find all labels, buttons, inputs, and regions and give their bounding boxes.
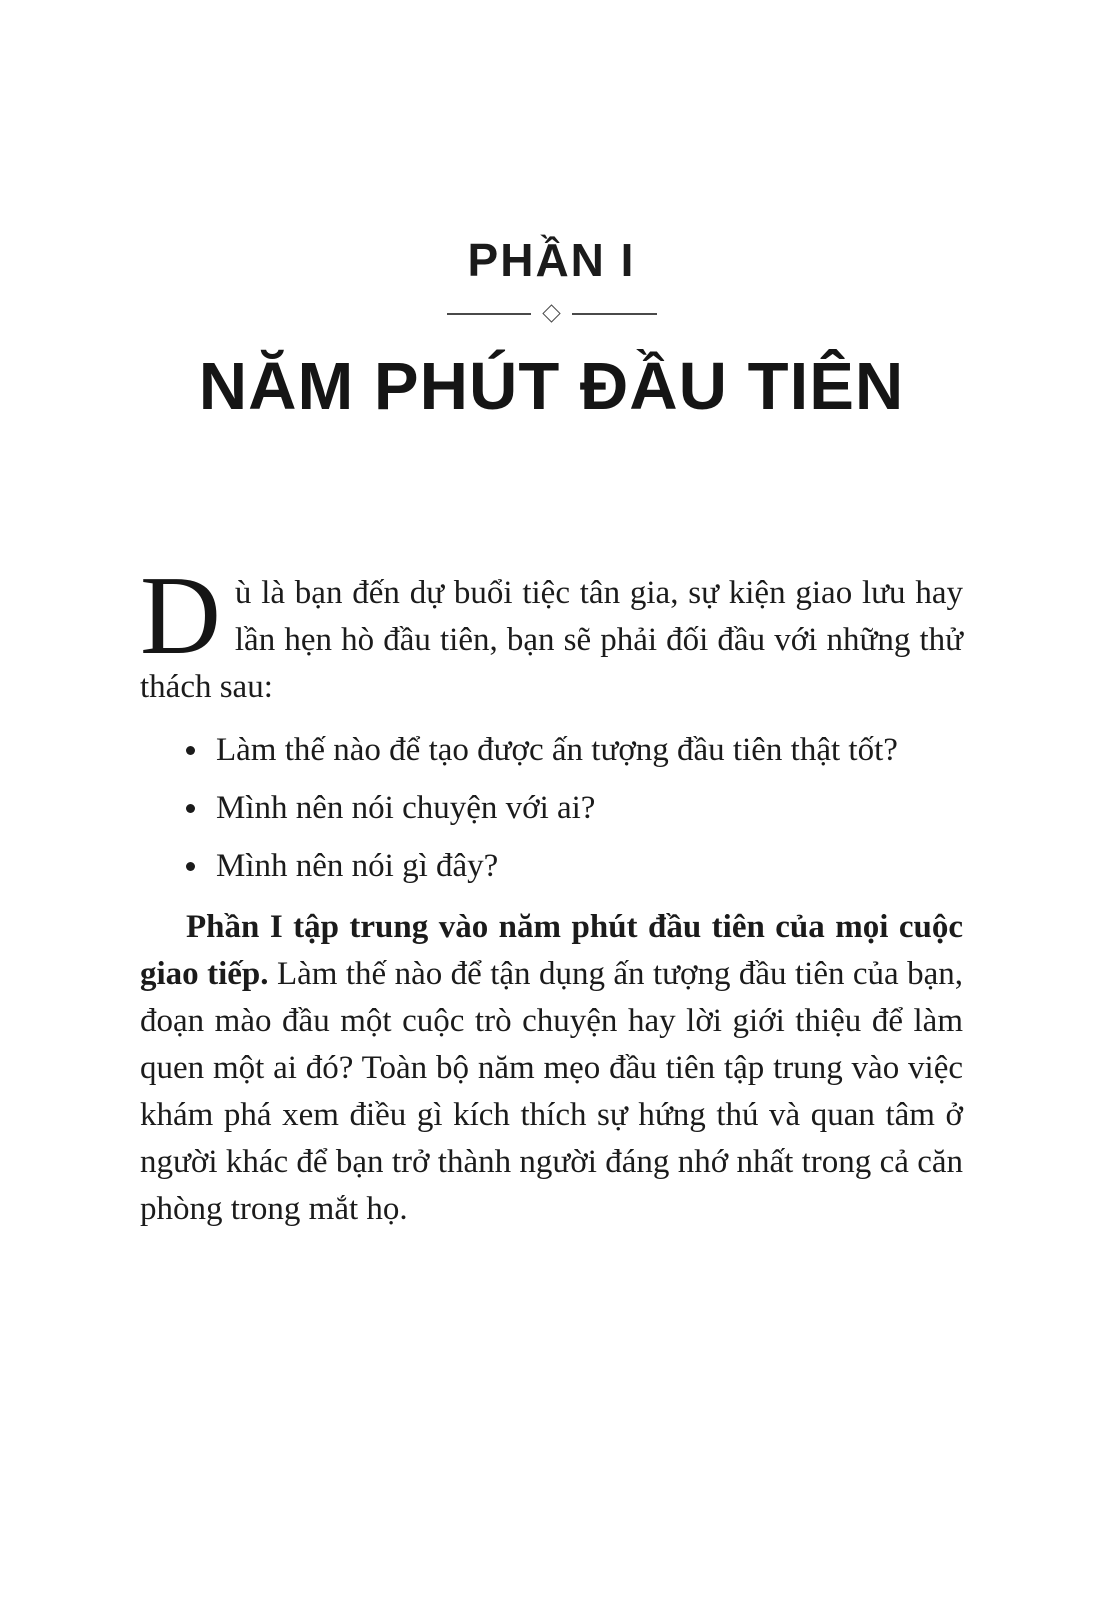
closing-text: Làm thế nào để tận dụng ấn tượng đầu tiên của bạn, đoạn mào đầu một cuộc trò chuyện hay lời giới thiệu để làm quen một ai đó? Toàn bộ năm mẹo đầu tiên tập trung vào việc khám phá xem điều gì kích thích sự hứng thú và quan tâm ở người khác để bạn trở thành người đáng nhớ nhất trong cả căn phòng trong mắt họ.: [140, 955, 964, 1227]
bullet-item: [186, 785, 963, 832]
bullet-item: [186, 727, 963, 774]
closing-bold-lead: Phần I tập trung vào năm phút đầu tiên của mọi cuộc giao tiếp.: [140, 908, 963, 992]
chapter-title: NĂM PHÚT ĐẦU TIÊN: [198, 349, 905, 424]
closing-paragraph: [140, 904, 963, 1233]
part-label: PHẦN I: [467, 234, 636, 286]
chapter-header: [0, 0, 1103, 424]
divider-line-left: [447, 313, 532, 315]
divider-line-right: [572, 313, 657, 315]
bullet-dot-icon: [186, 804, 195, 813]
intro-paragraph: [140, 553, 963, 711]
bullet-text: Mình nên nói chuyện với ai?: [216, 789, 596, 826]
bullet-dot-icon: [186, 746, 195, 755]
bullet-text: Làm thế nào để tạo được ấn tượng đầu tiên thật tốt?: [216, 731, 898, 768]
bullet-dot-icon: [186, 862, 195, 871]
bullet-list: [140, 727, 963, 890]
drop-cap: D: [140, 553, 221, 678]
bullet-item: [186, 843, 963, 890]
diamond-icon: [542, 304, 560, 322]
bullet-text: Mình nên nói gì đây?: [216, 847, 499, 884]
intro-text: ù là bạn đến dự buổi tiệc tân gia, sự kiện giao lưu hay lần hẹn hò đầu tiên, bạn sẽ phải đối đầu với những thử thách sau:: [140, 574, 963, 705]
body-text: [140, 553, 964, 1233]
section-divider: [447, 307, 657, 320]
